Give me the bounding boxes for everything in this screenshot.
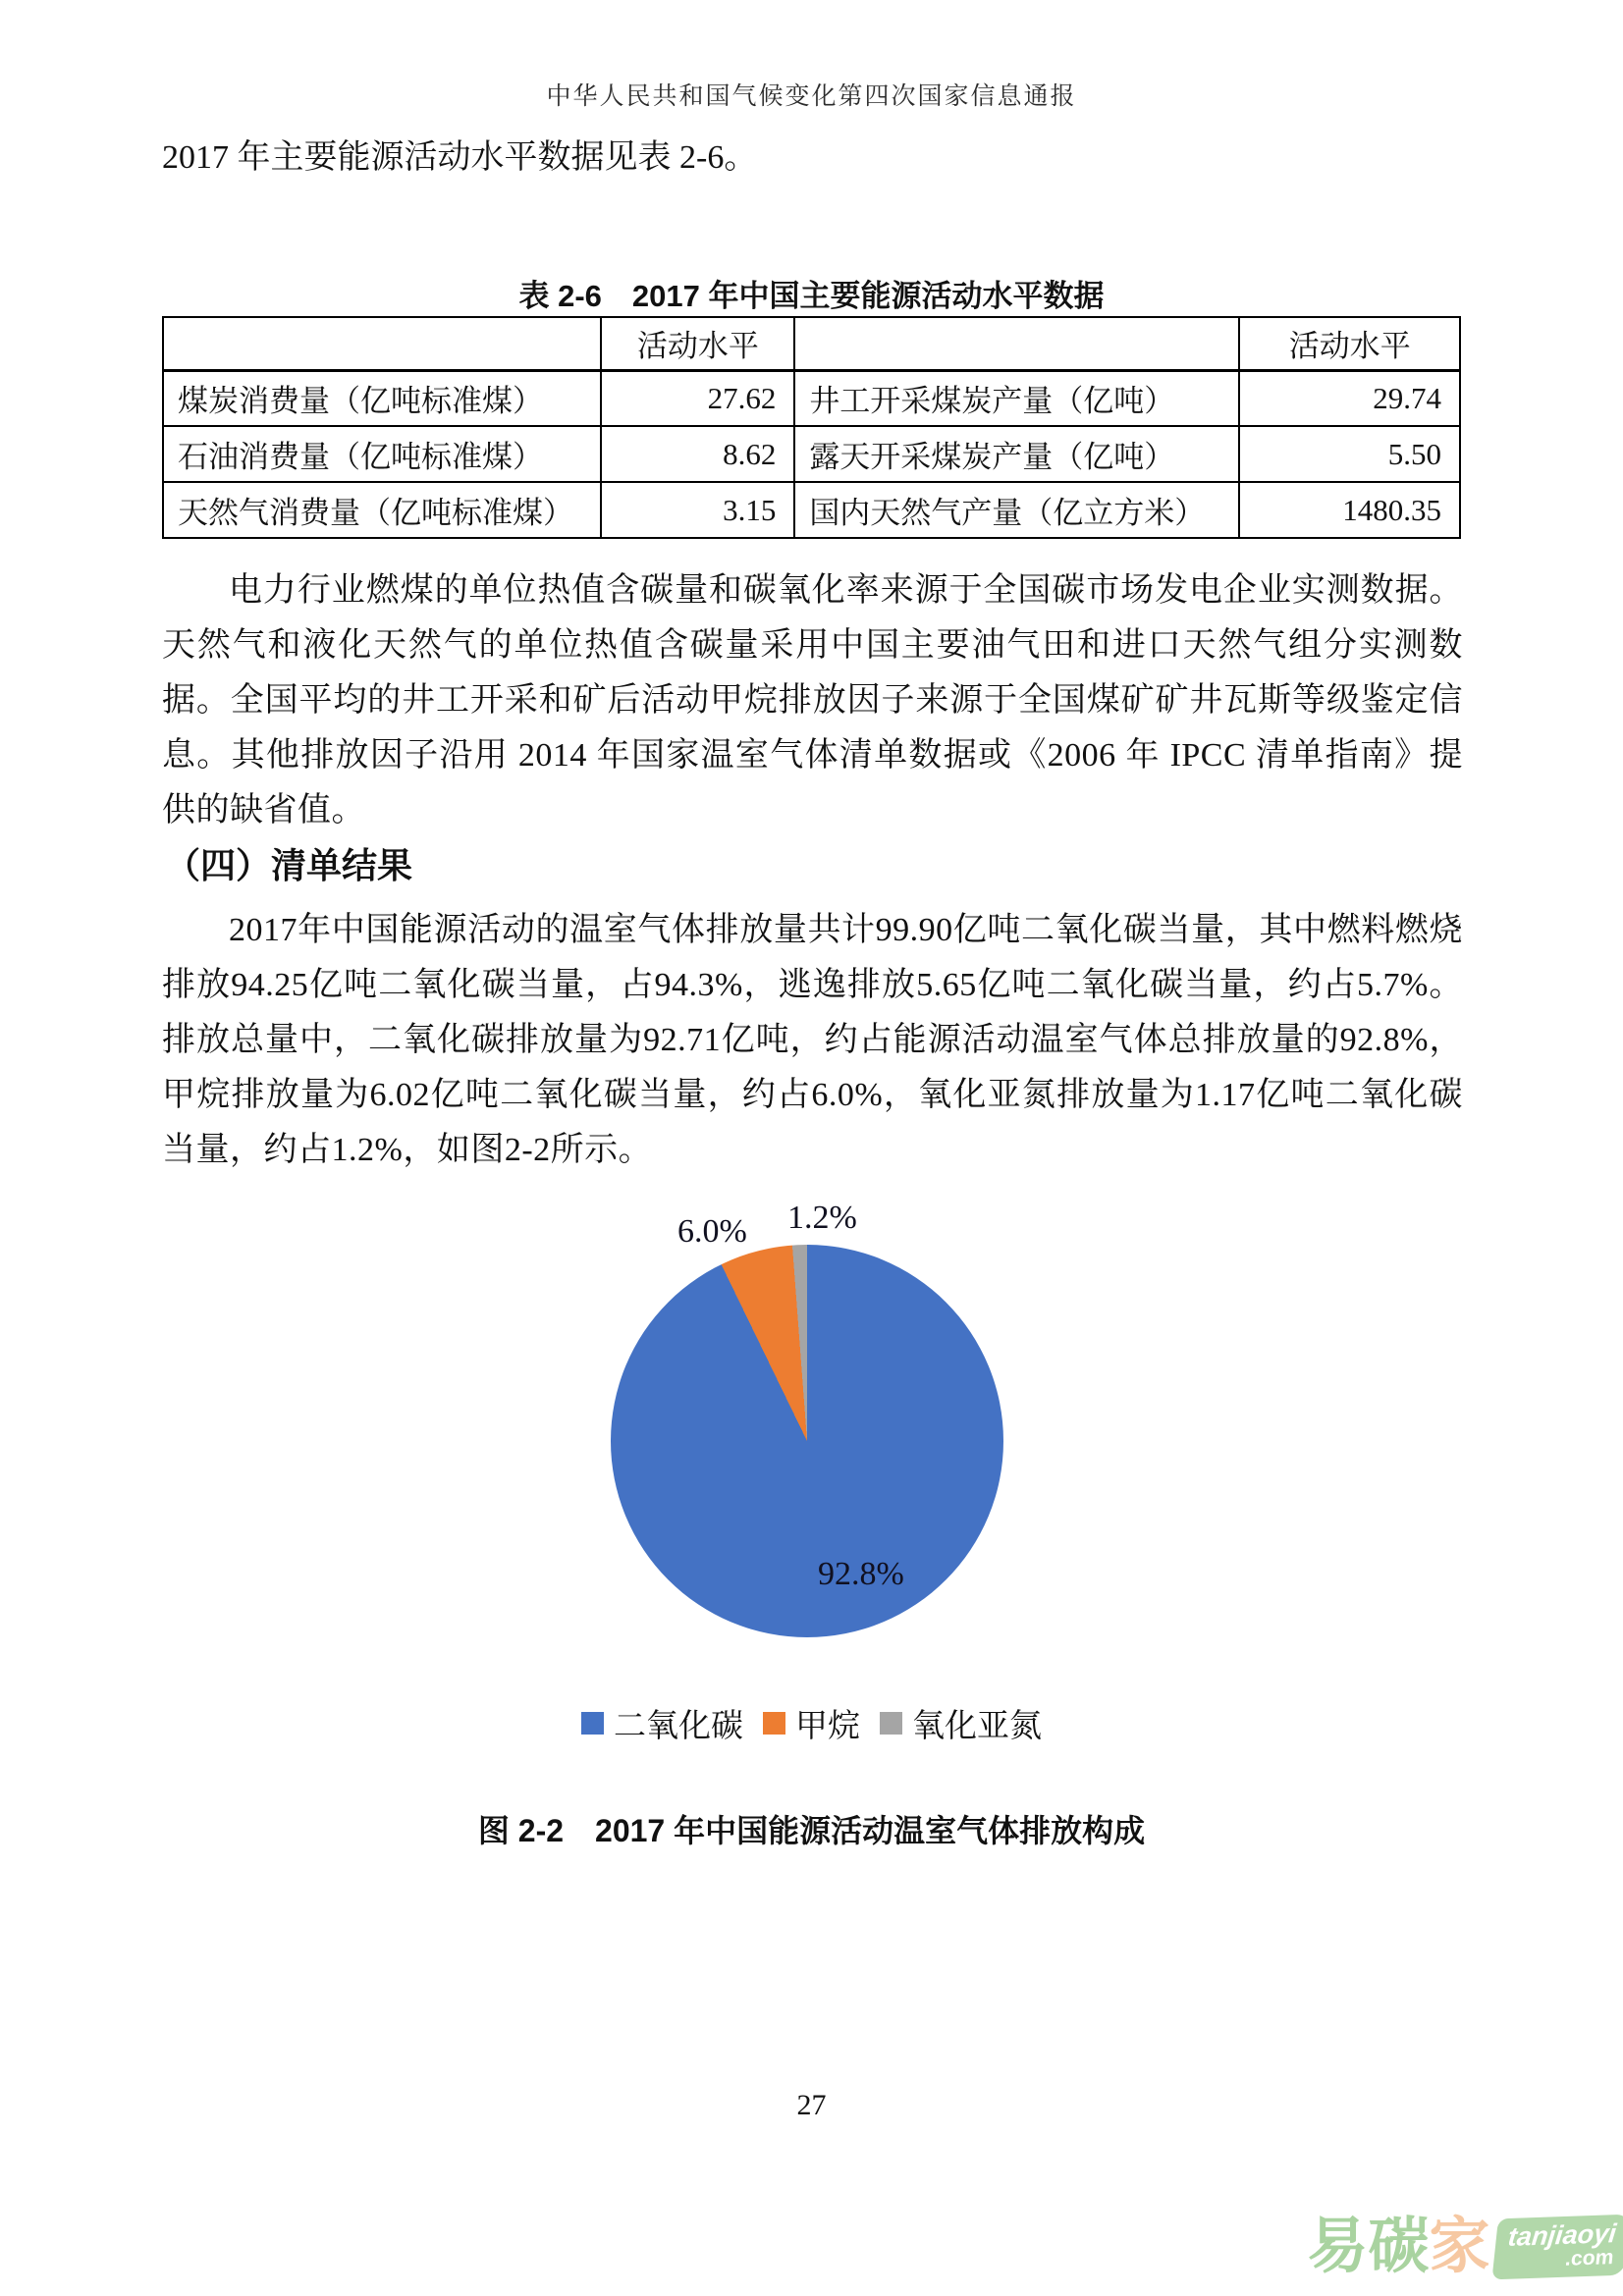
table-header-row bbox=[163, 317, 1460, 370]
legend-item-n2o bbox=[880, 1700, 1042, 1746]
legend-item-co2 bbox=[581, 1700, 743, 1746]
section-heading-inventory-results: （四）清单结果 bbox=[165, 845, 413, 885]
paragraph-emission-factors: 电力行业燃煤的单位热值含碳量和碳氧化率来源于全国碳市场发电企业实测数据。天然气和液化天然气的单位热值含碳量采用中国主要油气田和进口天然气组分实测数据。全国平均的井工开采和矿后活动甲烷排放因子来源于全国煤矿矿井瓦斯等级鉴定信息。其他排放因子沿用 2014 年国家温室气体清单数据或《2006 年 IPCC 清单指南》提供的缺省值。 bbox=[162, 572, 1463, 828]
table-2-6-title: 表 2-6 2017 年中国主要能源活动水平数据 bbox=[518, 279, 1105, 313]
header-blank-right bbox=[794, 317, 1239, 370]
legend-swatch-co2-icon bbox=[581, 1712, 604, 1735]
legend-swatch-n2o-icon bbox=[880, 1712, 902, 1735]
figure-2-2-chart bbox=[0, 1178, 1623, 1865]
pie-label-ch4: 6.0% bbox=[677, 1213, 747, 1250]
row-label: 天然气消费量（亿吨标准煤） bbox=[163, 482, 601, 538]
table-row bbox=[163, 370, 1460, 426]
watermark-char-jia: 家 bbox=[1429, 2213, 1490, 2280]
row-value: 29.74 bbox=[1239, 370, 1460, 426]
row-label: 煤炭消费量（亿吨标准煤） bbox=[163, 370, 601, 426]
watermark-site-badge bbox=[1492, 2215, 1623, 2280]
pie-label-n2o: 1.2% bbox=[787, 1200, 857, 1236]
watermark-logo bbox=[1307, 2213, 1623, 2280]
pie-chart bbox=[611, 1245, 1003, 1637]
watermark-char-tan: 碳 bbox=[1368, 2213, 1430, 2280]
table-row bbox=[163, 426, 1460, 482]
chart-legend bbox=[0, 1700, 1623, 1746]
row-label: 露天开采煤炭产量（亿吨） bbox=[794, 426, 1239, 482]
running-header: 中华人民共和国气候变化第四次国家信息通报 bbox=[546, 83, 1077, 110]
row-value: 27.62 bbox=[601, 370, 794, 426]
header-activity-left: 活动水平 bbox=[601, 317, 794, 370]
row-value: 3.15 bbox=[601, 482, 794, 538]
intro-paragraph: 2017 年主要能源活动水平数据见表 2-6。 bbox=[162, 139, 758, 176]
watermark-site-tld: .com bbox=[1564, 2246, 1616, 2270]
legend-item-ch4 bbox=[763, 1700, 860, 1746]
legend-label-ch4: 甲烷 bbox=[795, 1709, 860, 1744]
row-label: 国内天然气产量（亿立方米） bbox=[794, 482, 1239, 538]
page-number: 27 bbox=[796, 2089, 827, 2121]
legend-label-n2o: 氧化亚氮 bbox=[912, 1709, 1042, 1744]
watermark-site-name: tanjiaoyi bbox=[1506, 2218, 1619, 2252]
paragraph-inventory-results: 2017年中国能源活动的温室气体排放量共计99.90亿吨二氧化碳当量，其中燃料燃烧排放94.25亿吨二氧化碳当量，占94.3%，逃逸排放5.65亿吨二氧化碳当量，约占5.7%。排放总量中，二氧化碳排放量为92.71亿吨，约占能源活动温室气体总排放量的92.8%，甲烷排放量为6.02亿吨二氧化碳当量，约占6.0%，氧化亚氮排放量为1.17亿吨二氧化碳当量，约占1.2%，如图2-2所示。 bbox=[162, 912, 1463, 1168]
row-value: 1480.35 bbox=[1239, 482, 1460, 538]
watermark-char-yi: 易 bbox=[1307, 2213, 1369, 2280]
row-label: 井工开采煤炭产量（亿吨） bbox=[794, 370, 1239, 426]
energy-activity-table bbox=[162, 316, 1461, 539]
figure-caption: 图 2-2 2017 年中国能源活动温室气体排放构成 bbox=[477, 1813, 1146, 1848]
header-blank-left bbox=[163, 317, 601, 370]
legend-swatch-ch4-icon bbox=[763, 1712, 785, 1735]
row-value: 5.50 bbox=[1239, 426, 1460, 482]
pie-label-co2: 92.8% bbox=[818, 1556, 904, 1592]
table-row bbox=[163, 482, 1460, 538]
header-activity-right: 活动水平 bbox=[1239, 317, 1460, 370]
row-label: 石油消费量（亿吨标准煤） bbox=[163, 426, 601, 482]
legend-label-co2: 二氧化碳 bbox=[614, 1709, 743, 1744]
row-value: 8.62 bbox=[601, 426, 794, 482]
